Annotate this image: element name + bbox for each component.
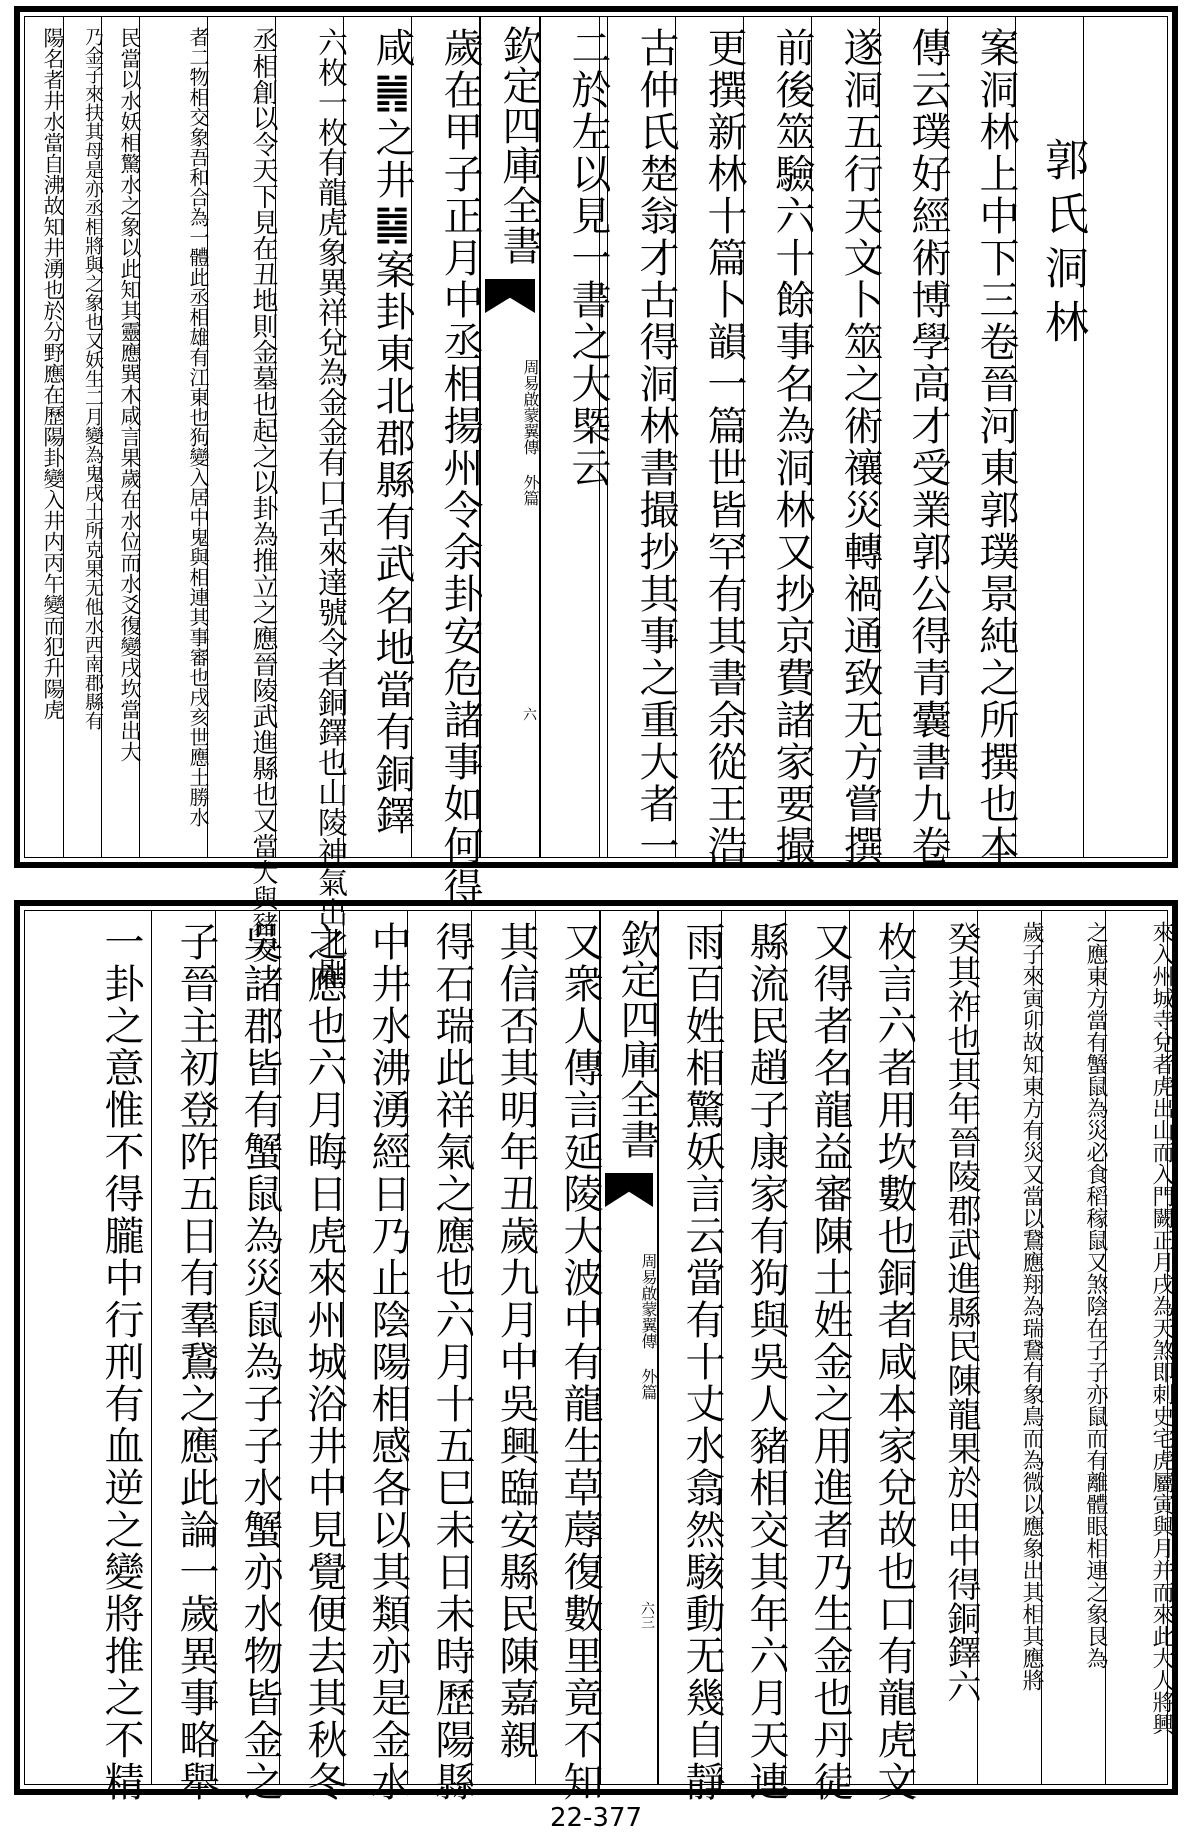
text-column (675, 17, 747, 867)
column-text: 傳云璞好經術博學高才受業郭公得青囊書九卷 (905, 27, 951, 867)
section-heading: 郭氏洞林 (1037, 137, 1088, 353)
column-text: 歲子來寅卯故知東方有災又當以鵞應翔為瑞鵞有象鳥而為微以應象出其相其應將 (1019, 921, 1044, 1691)
page-panel-top (14, 6, 1178, 987)
text-column (1105, 911, 1172, 1784)
spine-page-number: 六 (521, 707, 537, 721)
column-text: 子晉主初登阼五日有羣鵞之應此論一歲異事略舉 (173, 921, 219, 1803)
column-text: 來入州城寺兌者虎出山而入門闕正月戌為天煞即刺史宅虎屬寅與月并而來此大人將興 (1149, 921, 1174, 1735)
column-text: 縣流民趙子康家有狗與吳人豬相交其年六月天連 (743, 921, 789, 1803)
column-text: 六枚一枚有龍虎象異祥兌為金金有口舌來達號令者銅鐸也山陵神氣出北則 (312, 27, 347, 987)
text-column (607, 17, 679, 867)
text-column (849, 911, 917, 1803)
text-column (207, 17, 278, 963)
column-text: 陽名者井水當自沸故知井湧也於分野應在歷陽卦變入井内丙午變而犯升陽虎 (41, 27, 65, 720)
page-panel-bottom (14, 900, 1178, 1803)
column-text: 之應東方當有蟹鼠為災必食稻稼鼠又煞陰在子子亦鼠而有離體眼相連之象艮為 (1083, 921, 1108, 1669)
text-column (151, 911, 219, 1803)
column-text: 吳諸郡皆有蟹鼠為災鼠為子子水蟹亦水物皆金之 (237, 921, 283, 1803)
panel-inner (24, 910, 1174, 1803)
text-column (785, 911, 853, 1803)
column-text: 二於左以見一書之大槩云 (565, 27, 611, 489)
text-column (25, 911, 151, 1803)
spine-subtitle: 周易啟蒙翼傳 外篇 (521, 359, 540, 506)
spine-subtitle: 周易啟蒙翼傳 外篇 (639, 1253, 658, 1400)
text-column (721, 911, 789, 1803)
column-text: 得石瑞此祥氣之應也六月十五巳未日未時歷陽縣 (429, 921, 475, 1803)
spine-strip (479, 17, 541, 857)
fish-tail-mark (485, 279, 535, 313)
column-text: 者二物相交象吾和合為一體此丞相雄有江東也狗變入居中鬼與相連其事審也戌亥世應土勝水 (186, 27, 210, 827)
text-column (1083, 17, 1172, 857)
spine-title: 欽定四庫全書 (614, 919, 660, 1159)
text-column (657, 911, 725, 1803)
text-column (139, 17, 208, 857)
column-text: 古仲氏楚翁才古得洞林書撮抄其事之重大者一 (633, 27, 679, 867)
text-column (1041, 911, 1106, 1784)
column-text: 遂洞五行天文卜筮之術禳災轉禍通致无方嘗撰 (837, 27, 883, 867)
column-text: 歲在甲子正月中丞相揚州令余卦安危諸事如何得 (437, 27, 483, 909)
column-text: 乃金子來扶其母是亦丞相將與之象也又妖生二月變為鬼戌土所克果无他水西南郡縣有 (82, 27, 104, 730)
text-column (539, 17, 611, 857)
text-column (535, 911, 603, 1803)
text-column (407, 911, 475, 1803)
column-text: 民當以水妖相驚水之象以此知其靈應巽木咸言果歲在水位而水爻復變戌坎當出大 (118, 27, 142, 762)
column-text: 癸其祚也其年晉陵郡武進縣民陳龍果於田中得銅鐸六 (941, 921, 981, 1703)
column-text: 其信否其明年丑歲九月中吳興臨安縣民陳嘉親 (493, 921, 539, 1761)
text-column (977, 911, 1042, 1784)
text-column (215, 911, 283, 1803)
text-column (879, 17, 951, 867)
text-column (275, 17, 347, 987)
column-text: 又得者名龍益審陳土姓金之用進者乃生金也丹徒 (807, 921, 853, 1803)
column-text: 案洞林上中下三卷晉河東郭璞景純之所撰也本 (973, 27, 1019, 867)
text-column (343, 911, 411, 1803)
text-column (947, 17, 1019, 867)
text-column (63, 17, 102, 857)
spine-strip (599, 911, 659, 1784)
column-text: 一卦之意惟不得朧中行刑有血逆之變將推之不精 (98, 921, 144, 1803)
text-column (743, 17, 815, 867)
column-text: 丞相創以令天下見在丑地則金墓也起之以卦為推立之應晉陵武進縣也又當犬與豬交 (248, 27, 278, 963)
column-text: 雨百姓相驚妖言云當有十丈水翕然駭動无幾自靜 (679, 921, 725, 1803)
column-text: 又衆人傳言延陵大波中有龍生草蓐復數里竟不知 (557, 921, 603, 1803)
text-column (279, 911, 347, 1803)
fish-tail-mark (605, 1173, 653, 1207)
text-column (1015, 17, 1088, 857)
text-column (343, 17, 415, 857)
spine-page-number: 六三 (639, 1601, 655, 1629)
column-text: 前後筮驗六十餘事名為洞林又抄京費諸家要撮 (769, 27, 815, 867)
column-text: 中井水沸湧經日乃止陰陽相感各以其類亦是金水 (365, 921, 411, 1803)
column-text: 更撰新林十篇卜韻一篇世皆罕有其書余從王浩 (701, 27, 747, 867)
panel-inner (24, 16, 1168, 987)
text-column (913, 911, 981, 1784)
text-column (811, 17, 883, 867)
text-column (101, 17, 140, 857)
text-column (411, 17, 483, 909)
column-text: 枚言六者用坎數也銅者咸本家兌故也口有龍虎文 (871, 921, 917, 1803)
spine-title: 欽定四庫全書 (496, 25, 542, 265)
column-text: 之應也六月晦日虎來州城浴井中見覺便去其秋冬 (301, 921, 347, 1803)
text-column (25, 17, 63, 857)
page-footer-number: 22-377 (549, 1803, 643, 1833)
text-column (471, 911, 539, 1784)
column-text: 咸䷞之井䷯案卦東北郡縣有武名地當有銅鐸 (369, 27, 415, 837)
